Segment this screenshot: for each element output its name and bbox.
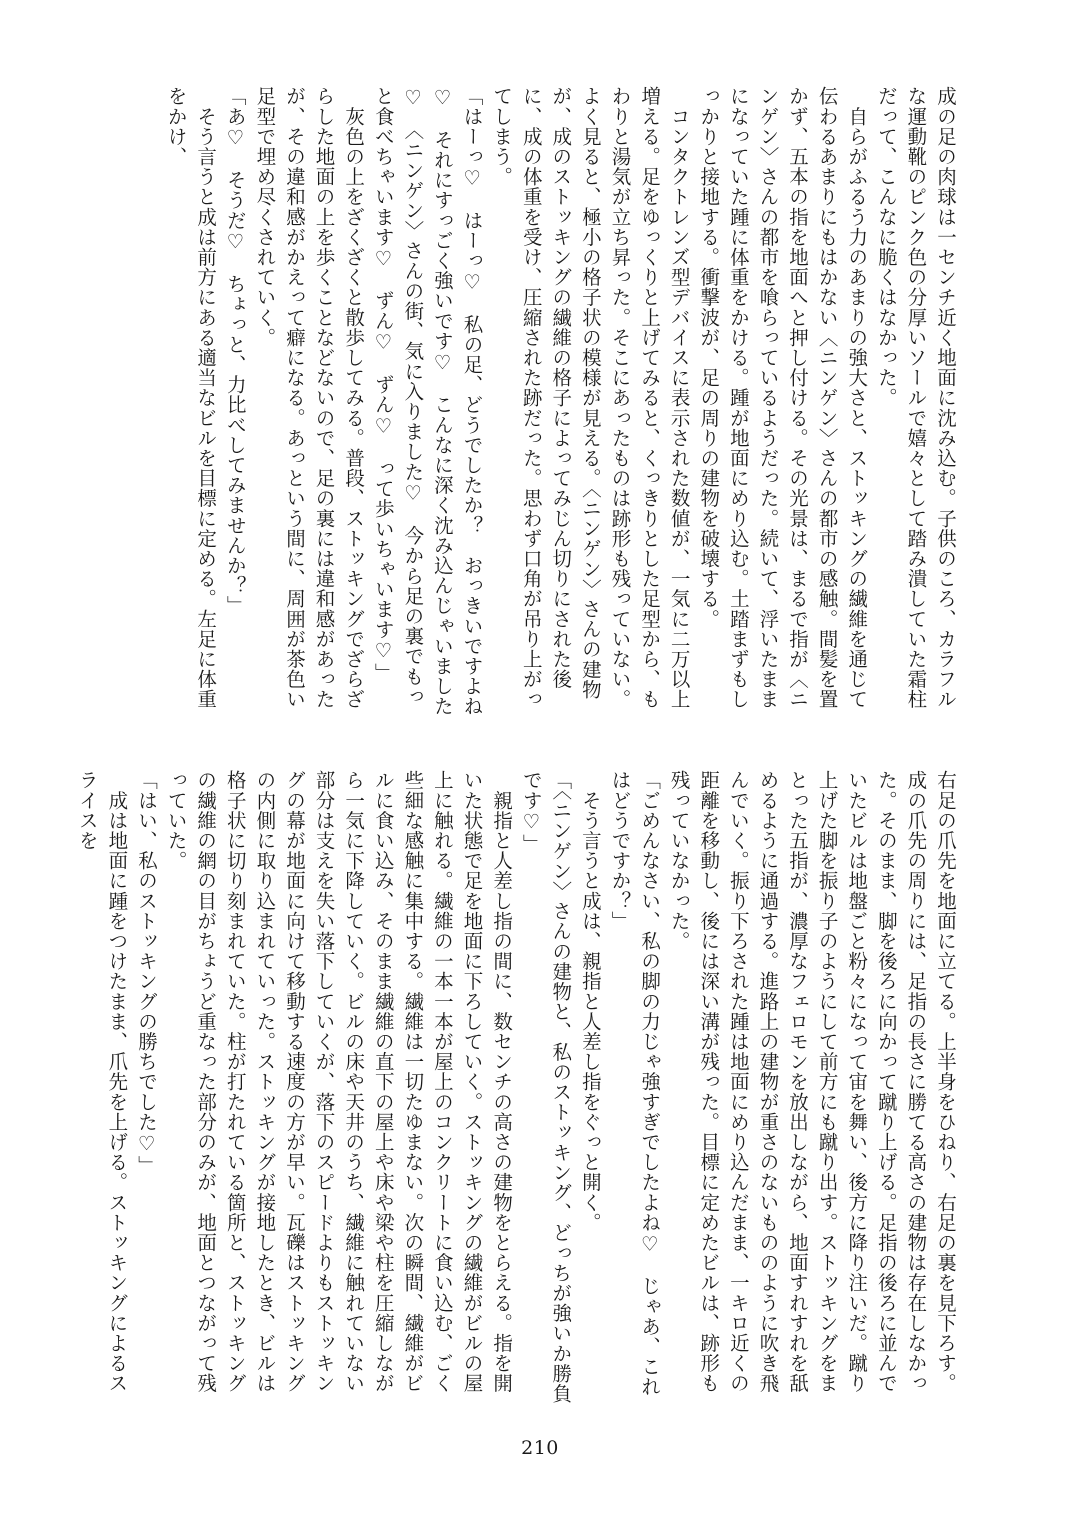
dialogue-paragraph: 「はーっ♡ はーっ♡ 私の足、どうでしたか？ おっきいですよね♡ それにすっごく強いです♡ こんなに深く沈み込んじゃいました♡ 〈ニンゲン〉さんの街、気に入りました♡ 今から足の裏でもっと食べちゃいます♡ ずん♡ ずん♡ って歩いちゃいます♡」 bbox=[371, 86, 484, 717]
dialogue-paragraph: 「はい、私のストッキングの勝ちでした♡」 bbox=[134, 770, 158, 1176]
dialogue-paragraph: 「〈ニンゲン〉さんの建物と、私のストッキング、どっちが強いか勝負です♡」 bbox=[519, 770, 573, 1404]
paragraph: 成は地面に踵をつけたまま、爪先を上げる。ストッキングによるスライスを bbox=[75, 770, 129, 1394]
paragraph: 自らがふるう力のあまりの強大さと、ストッキングの繊維を通じて伝わるあまりにもはかない〈ニンゲン〉さんの都市の感触。間髪を置かず、五本の指を地面へと押し付ける。その光景は、まるで指が〈ニンゲン〉さんの都市を喰らっているようだった。続いて、浮いたままになっていた踵に体重をかける。踵が地面にめり込む。土踏まずもしっかりと接地する。衝撃波が、足の周りの建物を破壊する。 bbox=[697, 86, 869, 710]
dialogue-paragraph: 「ごめんなさい、私の脚の力じゃ強すぎでしたよね♡ じゃあ、これはどうですか？」 bbox=[608, 770, 662, 1397]
page-number: 210 bbox=[521, 1437, 559, 1459]
paragraph: 灰色の上をざくざくと散歩してみる。普段、ストッキングでざらざらした地面の上を歩くことなどないので、足の裏には違和感があったが、その違和感がかえって癖になる。あっという間に、周囲が茶色い足型で埋め尽くされていく。 bbox=[253, 86, 366, 710]
text-block-lower bbox=[75, 770, 960, 1404]
dialogue-paragraph: 「あ♡ そうだ♡ ちょっと、力比べしてみませんか？」 bbox=[223, 86, 247, 616]
paragraph: コンタクトレンズ型デバイスに表示された数値が、一気に二万以上増える。足をゆっくりと上げてみると、くっきりとした足型から、もわりと湯気が立ち昇った。そこにあったものは跡形も残っていない。よく見ると、極小の格子状の模様が見える。〈ニンゲン〉さんの建物が、成のストッキングの繊維の格子によってみじん切りにされた後に、成の体重を受け、圧縮された跡だった。思わず口角が吊り上がってしまう。 bbox=[490, 86, 691, 710]
paragraph: 成の足の肉球は一センチ近く地面に沈み込む。子供のころ、カラフルな運動靴のピンク色の分厚いソールで嬉々として踏み潰していた霜柱だって、こんなに脆くはなかった。 bbox=[874, 86, 957, 710]
paragraph: 親指と人差し指の間に、数センチの高さの建物をとらえる。指を開いた状態で足を地面に下ろしていく。ストッキングの繊維がビルの屋上に触れる。繊維の一本一本が屋上のコンクリートに食い込む、ごく些細な感触に集中する。繊維は一切たゆまない。次の瞬間、繊維がビルに食い込み、そのまま繊維の直下の屋上や床や梁や柱を圧縮しながら一気に下降していく。ビルの床や天井のうち、繊維に触れていない部分は支えを失い落下していくが、落下のスピードよりもストッキングの幕が地面に向けて移動する速度の方が早い。瓦礫はストッキングの内側に取り込まれていった。ストッキングが接地したとき、ビルは格子状に切り刻まれていた。柱が打たれている箇所と、ストッキングの繊維の網の目がちょうど重なった部分のみが、地面とつながって残っていた。 bbox=[164, 770, 514, 1394]
paragraph: そう言うと成は前方にある適当なビルを目標に定める。左足に体重をかけ、 bbox=[164, 86, 218, 710]
paragraph: そう言うと成は、親指と人差し指をぐっと開く。 bbox=[578, 770, 602, 1233]
text-block-upper bbox=[142, 86, 960, 720]
paragraph: 右足の爪先を地面に立てる。上半身をひねり、右足の裏を見下ろす。成の爪先の周りには、足指の長さに勝てる高さの建物は存在しなかった。そのまま、脚を後ろに向かって蹴り上げる。足指の後ろに並んでいたビルは地盤ごと粉々になって宙を舞い、後方に降り注いだ。蹴り上げた脚を振り子のようにして前方にも蹴り出す。ストッキングをまとった五指が、濃厚なフェロモンを放出しながら、地面すれすれを舐めるように通過する。進路上の建物が重さのないもののように吹き飛んでいく。振り下ろされた踵は地面にめり込んだまま、一キロ近くの距離を移動し、後には深い溝が残った。目標に定めたビルは、跡形も残っていなかった。 bbox=[667, 770, 957, 1394]
